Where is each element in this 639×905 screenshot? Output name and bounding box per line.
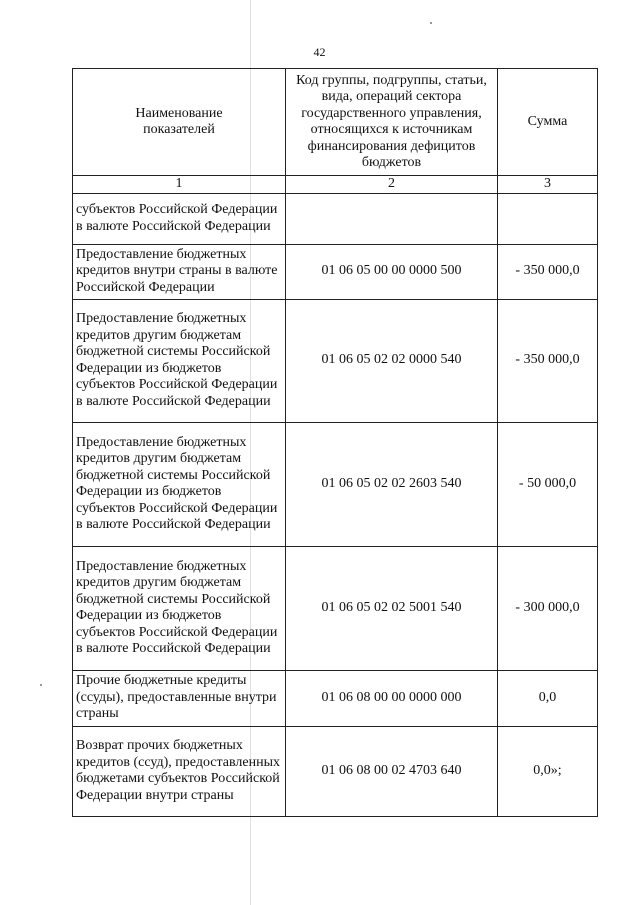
row-sum: 0,0»; xyxy=(498,726,598,816)
table-row xyxy=(73,670,598,726)
table-row xyxy=(73,193,598,244)
financing-sources-table xyxy=(72,68,598,817)
table-row xyxy=(73,726,598,816)
row-code: 01 06 08 00 02 4703 640 xyxy=(286,726,498,816)
column-number: 3 xyxy=(498,176,598,194)
row-name: Предоставление бюджетных кредитов другим бюджетам бюджетной системы Российской Федерации из бюджетов субъектов Российской Федерации в валюте Российской Федерации xyxy=(73,422,286,546)
scan-speck xyxy=(430,22,432,24)
row-code: 01 06 05 02 02 5001 540 xyxy=(286,546,498,670)
row-name: субъектов Российской Федерации в валюте Российской Федерации xyxy=(73,193,286,244)
row-name: Предоставление бюджетных кредитов другим бюджетам бюджетной системы Российской Федерации из бюджетов субъектов Российской Федерации в валюте Российской Федерации xyxy=(73,299,286,422)
row-code: 01 06 08 00 00 0000 000 xyxy=(286,670,498,726)
header-code: Код группы, подгруппы, статьи, вида, операций сектора государственного управления, относящихся к источникам финансирования дефицитов бюджетов xyxy=(286,69,498,176)
table-row xyxy=(73,546,598,670)
row-code xyxy=(286,193,498,244)
table-row xyxy=(73,299,598,422)
row-sum xyxy=(498,193,598,244)
header-indicator-name: Наименование показателей xyxy=(73,69,286,176)
row-name: Предоставление бюджетных кредитов другим бюджетам бюджетной системы Российской Федерации из бюджетов субъектов Российской Федерации в валюте Российской Федерации xyxy=(73,546,286,670)
row-sum: - 350 000,0 xyxy=(498,244,598,299)
column-number: 2 xyxy=(286,176,498,194)
row-sum: - 300 000,0 xyxy=(498,546,598,670)
row-sum: - 50 000,0 xyxy=(498,422,598,546)
row-name: Предоставление бюджетных кредитов внутри страны в валюте Российской Федерации xyxy=(73,244,286,299)
header-sum: Сумма xyxy=(498,69,598,176)
row-sum: 0,0 xyxy=(498,670,598,726)
scan-speck xyxy=(40,684,42,686)
column-number-row xyxy=(73,176,598,194)
table-row xyxy=(73,244,598,299)
row-name: Прочие бюджетные кредиты (ссуды), предоставленные внутри страны xyxy=(73,670,286,726)
column-number: 1 xyxy=(73,176,286,194)
row-code: 01 06 05 02 02 2603 540 xyxy=(286,422,498,546)
page-number: 42 xyxy=(313,45,326,59)
row-name: Возврат прочих бюджетных кредитов (ссуд), предоставленных бюджетами субъектов Российской Федерации внутри страны xyxy=(73,726,286,816)
row-code: 01 06 05 00 00 0000 500 xyxy=(286,244,498,299)
table-header-row xyxy=(73,69,598,176)
row-sum: - 350 000,0 xyxy=(498,299,598,422)
row-code: 01 06 05 02 02 0000 540 xyxy=(286,299,498,422)
table-row xyxy=(73,422,598,546)
